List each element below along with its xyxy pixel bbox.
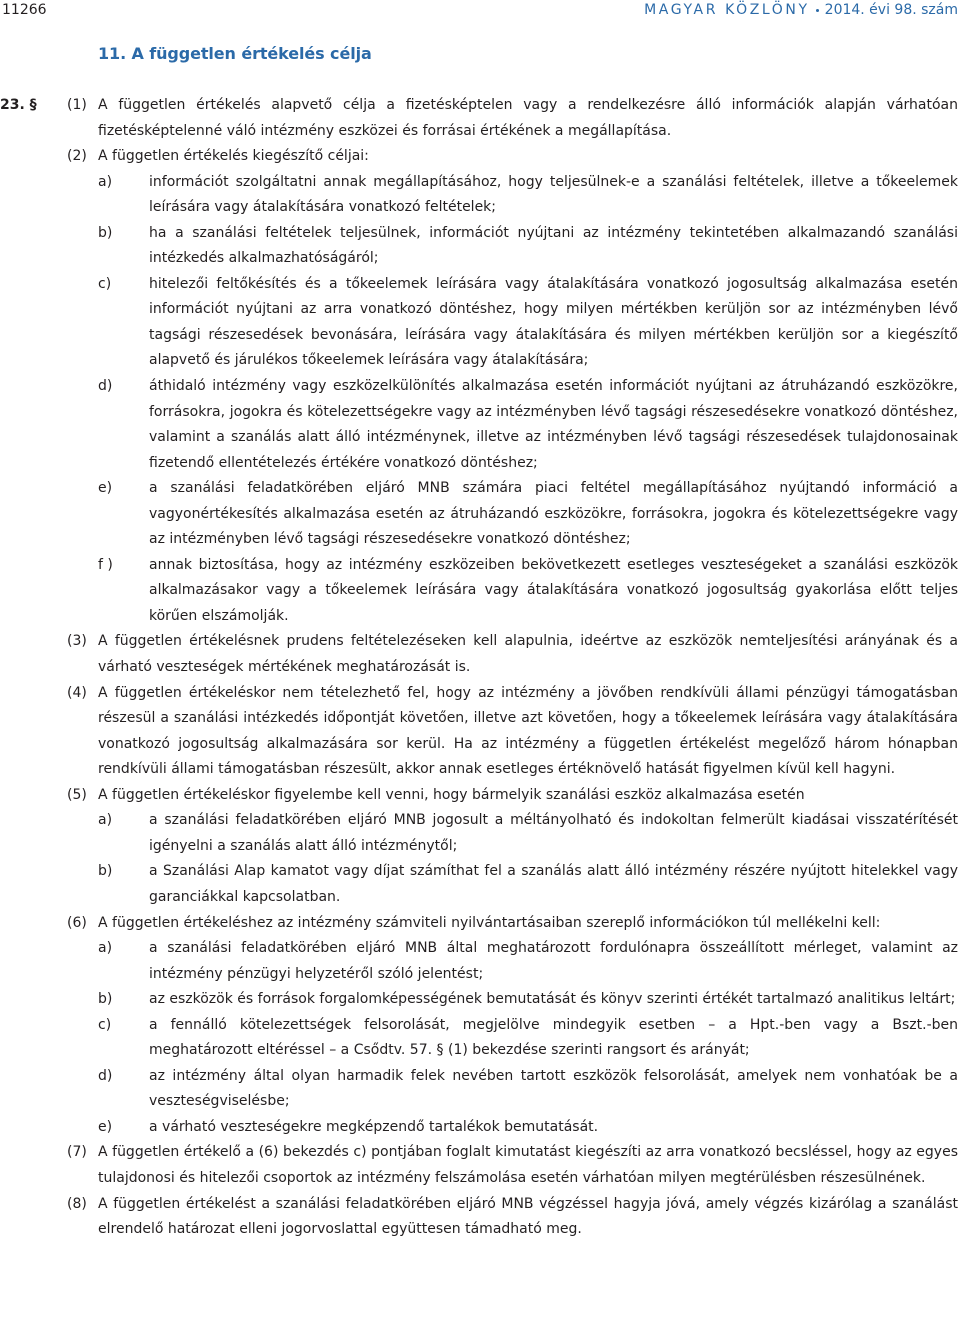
item-text: a szanálási feladatkörében eljáró MNB jogosult a méltányolható és indokoltan felmerült kiadásai visszatérítését igényelni a szanálás alatt álló intézménytől; [149,812,958,854]
list-item [98,987,958,1013]
item-text: információt szolgáltatni annak megállapításához, hogy teljesülnek-e a szanálási feltételek, illetve a tőkeelemek leírására vagy átalakítására vonatkozó feltételek; [149,173,958,216]
item-label: f ) [98,556,113,573]
paragraph-text: A független értékelést a szanálási feladatkörében eljáró MNB végzéssel hagyja jóvá, amely végzés kizárólag a szanálást elrendelő határozat elleni jogorvoslattal együttesen támadható meg. [98,1195,958,1238]
item-label: a) [98,812,113,829]
item-label: c) [98,275,112,292]
article-label: 23. § [0,97,37,113]
list-item [98,272,958,374]
issue-label: 2014. évi 98. szám [824,2,958,18]
list-item [98,1115,958,1141]
item-label: a) [98,173,113,190]
paragraph-3 [67,629,958,680]
item-text: a várható veszteségekre megképzendő tartalékok bemutatását. [149,1118,599,1135]
list-item [98,476,958,553]
paragraph-2 [67,144,958,170]
item-text: áthidaló intézmény vagy eszközelkülönítés alkalmazása esetén információt nyújtani az átruházandó eszközökre, forrásokra, jogokra és kötelezettségekre vagy az intézményben lévő tagsági részesedésekre vonatkozó döntéshez, valamint a szanálás alatt álló intézménynek, illetve az intézményben lévő tagsági részesedések tulajdonosainak fizetendő ellentételezés értékére vonatkozó döntéshez; [149,378,958,471]
list-item [98,936,958,987]
item-label: d) [98,1067,113,1084]
paragraph-number: (4) [67,684,87,701]
item-label: d) [98,378,113,395]
item-label: e) [98,480,113,497]
paragraph-4 [67,681,958,783]
item-text: az intézmény által olyan harmadik felek nevében tartott eszközök felsorolását, amelyek nem vonhatóak be a veszteségviselésbe; [149,1067,958,1110]
document-body [0,93,960,1243]
item-label: c) [98,1016,112,1033]
item-label: a) [98,940,113,957]
page-number: 11266 [2,2,47,18]
paragraph-number: (8) [67,1195,87,1212]
list-item [98,221,958,272]
paragraph-text: A független értékeléshez az intézmény számviteli nyilvántartásaiban szereplő információkon túl mellékelni kell: [98,914,881,931]
paragraph-text: A független értékelésnek prudens feltételezéseken kell alapulnia, ideértve az eszközök nemteljesítési arányának és a várható veszteségek mértékének meghatározását is. [98,633,958,676]
article-block [0,93,960,1243]
list-item [98,1013,958,1064]
paragraph-1 [67,93,958,144]
item-label: b) [98,863,113,880]
item-text: a fennálló kötelezettségek felsorolását, megjelölve mindegyik esetben – a Hpt.-ben vagy a Bszt.-ben meghatározott eltéréssel – a Csődtv. 57. § (1) bekezdése szerinti rangsort és arányát; [149,1016,958,1059]
paragraph-text: A független értékelés alapvető célja a fizetésképtelen vagy a rendelkezésre álló információk alapján várhatóan fizetésképtelenné váló intézmény eszközei és forrásai értékének a megállapítása. [98,97,958,139]
item-label: b) [98,224,113,241]
publication-title: MAGYAR KÖZLÖNY [644,2,810,18]
paragraph-text: A független értékelés kiegészítő céljai: [98,148,369,165]
paragraph-number: (1) [67,97,87,113]
item-label: b) [98,991,113,1008]
publication-info [644,2,958,18]
section-title: 11. A független értékelés célja [98,44,372,63]
list-item [98,374,958,476]
item-text: a szanálási feladatkörében eljáró MNB által meghatározott fordulónapra összeállított mérleget, valamint az intézmény pénzügyi helyzetéről szóló jelentést; [149,940,958,982]
list-item [98,553,958,630]
paragraph-text: A független értékelő a (6) bekezdés c) pontjában foglalt kimutatást kiegészíti az arra vonatkozó becsléssel, hogy az egyes tulajdonosi és hitelezői csoportok az intézmény felszámolása esetén várhatóan milyen megtérülésben részesülnének. [98,1144,958,1186]
paragraph-5 [67,783,958,809]
item-label: e) [98,1118,113,1135]
page-header [2,2,958,20]
item-text: a Szanálási Alap kamatot vagy díjat számíthat fel a szanálás alatt álló intézmény részére nyújtott hitelekkel vagy garanciákkal kapcsolatban. [149,863,958,905]
paragraph-7 [67,1140,958,1191]
paragraph-6 [67,911,958,937]
bullet-separator [816,9,819,12]
paragraph-text: A független értékeléskor nem tételezhető fel, hogy az intézmény a jövőben rendkívüli állami pénzügyi támogatásban részesül a szanálási intézkedés időpontját követően, illetve azt követően, hogy a tőkeelemek leírására vagy átalakítására vonatkozó jogosultság alkalmazására sor kerül. Ha az intézmény a független értékelést megelőző három hónapban rendkívüli állami támogatásban részesült, akkor annak esetleges értéknövelő hatását figyelmen kívül kell hagyni. [98,684,958,778]
paragraph-number: (2) [67,148,87,165]
paragraph-number: (7) [67,1144,87,1161]
paragraph-number: (3) [67,633,87,650]
item-text: a szanálási feladatkörében eljáró MNB számára piaci feltétel megállapításához nyújtandó információ a vagyonértékesítés alkalmazása esetén az átruházandó eszközökre, forrásokra, jogokra és kötelezettségekre vagy az intézményben lévő tagsági részesedésekre vonatkozó döntéshez; [149,480,958,548]
item-text: ha a szanálási feltételek teljesülnek, információt nyújtani az intézmény tekintetében alkalmazandó szanálási intézkedés alkalmazhatóságáról; [149,224,958,267]
paragraph-8 [67,1192,958,1243]
item-text: annak biztosítása, hogy az intézmény eszközeiben bekövetkezett esetleges veszteségeket a szanálási eszközök alkalmazásakor vagy a tőkeelemek leírására vagy átalakítására vonatkozó jogosultság gyakorlása előtt teljes körűen elszámolják. [149,556,958,624]
item-text: az eszközök és források forgalomképességének bemutatását és könyv szerinti értékét tartalmazó analitikus leltárt; [149,991,956,1008]
item-text: hitelezői feltőkésítés és a tőkeelemek leírására vagy átalakítására vonatkozó jogosultság alkalmazása esetén információt nyújtani az arra vonatkozó döntéshez, hogy milyen mértékben kerüljön sor az intézményben lévő tagsági részesedések bevonására, leírására vagy átalakítására és milyen mértékben kerüljön sor a kiegészítő alapvető és járulékos tőkeelemek leírására vagy átalakítására; [149,275,958,369]
list-item [98,1064,958,1115]
paragraph-number: (6) [67,914,87,931]
paragraph-number: (5) [67,786,87,803]
list-item [98,859,958,910]
paragraph-text: A független értékeléskor figyelembe kell venni, hogy bármelyik szanálási eszköz alkalmazása esetén [98,786,805,803]
list-item [98,808,958,859]
list-item [98,170,958,221]
